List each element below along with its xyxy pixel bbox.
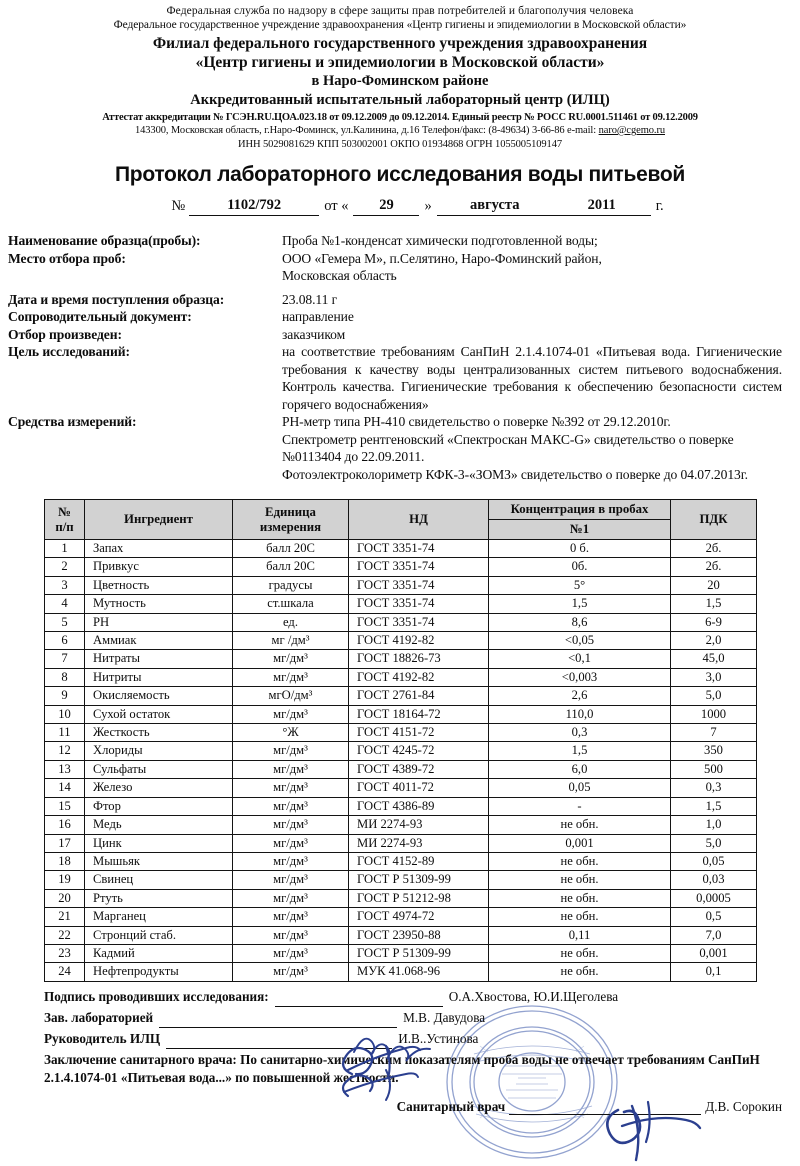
cell-unit: °Ж (233, 724, 349, 742)
protocol-number-line (0, 197, 800, 216)
cell-pdk: 0,05 (671, 852, 757, 870)
field-value-purpose: на соответствие требованиям СанПиН 2.1.4.1074-01 «Питьевая вода. Гигиенические требования к качеству воды централизованных систем питьевого водоснабжения. Контроль качества. Гигиенические требования к обеспечению безопасности систем горячего водоснабжения» (282, 344, 782, 412)
signature-row-lab-head (8, 1007, 792, 1028)
cell-nd: ГОСТ 4192-82 (349, 668, 489, 686)
field-value-sample-name: Проба №1-конденсат химически подготовленной воды; (282, 233, 598, 248)
cell-concentration: не обн. (489, 852, 671, 870)
cell-number: 13 (45, 760, 85, 778)
cell-unit: мг/дм³ (233, 852, 349, 870)
signature-block (8, 986, 792, 1115)
cell-unit: мг/дм³ (233, 944, 349, 962)
field-label-sampling-place: Место отбора проб: (8, 250, 126, 266)
field-label-arrival: Дата и время поступления образца: (8, 291, 225, 307)
cell-pdk: 3,0 (671, 668, 757, 686)
cell-concentration: 0,001 (489, 834, 671, 852)
cell-nd: ГОСТ 4152-89 (349, 852, 489, 870)
cell-nd: ГОСТ 4389-72 (349, 760, 489, 778)
field-label-document: Сопроводительный документ: (8, 309, 192, 324)
cell-number: 22 (45, 926, 85, 944)
field-arrival-datetime (8, 291, 790, 309)
cell-number: 3 (45, 576, 85, 594)
signature-label-sanitary-doctor: Санитарный врач (396, 1098, 506, 1114)
field-label-instruments: Средства измерений: (8, 414, 137, 429)
cell-number: 7 (45, 650, 85, 668)
cell-number: 20 (45, 889, 85, 907)
year-suffix-label: г. (655, 198, 664, 214)
cell-ingredient: Кадмий (85, 944, 233, 962)
agency-line-ilc: Аккредитованный испытательный лабораторный центр (ИЛЦ) (190, 92, 610, 108)
signature-name-performers: О.А.Хвостова, Ю.И.Щеголева (448, 988, 619, 1004)
cell-concentration: 0,05 (489, 779, 671, 797)
cell-number: 16 (45, 816, 85, 834)
cell-ingredient: Марганец (85, 908, 233, 926)
table-body (45, 540, 757, 982)
agency-line-federal-institution: Федеральное государственное учреждение здравоохранения «Центр гигиены и эпидемиологии в Московской области» (113, 19, 687, 31)
cell-number: 14 (45, 779, 85, 797)
signature-line-ilc-head[interactable] (166, 1031, 392, 1049)
signature-name-sanitary-doctor: Д.В. Сорокин (705, 1098, 782, 1114)
field-sampling-performed-by (8, 326, 790, 344)
table-row (45, 852, 757, 870)
table-head (45, 500, 757, 540)
cell-pdk: 7 (671, 724, 757, 742)
cell-unit: мг/дм³ (233, 705, 349, 723)
cell-concentration: не обн. (489, 908, 671, 926)
table-row (45, 834, 757, 852)
cell-pdk: 20 (671, 576, 757, 594)
cell-nd: ГОСТ 3351-74 (349, 576, 489, 594)
cell-number: 5 (45, 613, 85, 631)
cell-number: 11 (45, 724, 85, 742)
cell-ingredient: Аммиак (85, 632, 233, 650)
cell-ingredient: Нитриты (85, 668, 233, 686)
cell-nd: ГОСТ 4151-72 (349, 724, 489, 742)
cell-number: 6 (45, 632, 85, 650)
contact-address (14, 124, 786, 138)
cell-unit: ст.шкала (233, 595, 349, 613)
signature-name-lab-head: М.В. Давудова (403, 1009, 486, 1025)
cell-ingredient: Цветность (85, 576, 233, 594)
page-title: Протокол лабораторного исследования воды питьевой (115, 163, 685, 186)
date-from-label: от « (324, 198, 349, 214)
cell-unit: мг/дм³ (233, 816, 349, 834)
cell-unit: мг /дм³ (233, 632, 349, 650)
cell-number: 9 (45, 687, 85, 705)
cell-concentration: 0,3 (489, 724, 671, 742)
table-row (45, 668, 757, 686)
cell-pdk: 1,5 (671, 797, 757, 815)
cell-nd: ГОСТ 4245-72 (349, 742, 489, 760)
cell-concentration: 0,11 (489, 926, 671, 944)
agency-line-federal-service: Федеральная служба по надзору в сфере защиты прав потребителей и благополучия человека (166, 5, 634, 17)
signature-line-lab-head[interactable] (159, 1010, 397, 1028)
cell-pdk: 0,0005 (671, 889, 757, 907)
cell-ingredient: Цинк (85, 834, 233, 852)
cell-ingredient: Запах (85, 540, 233, 558)
col-header-number-line1: № (58, 504, 71, 519)
table-row (45, 797, 757, 815)
cell-number: 23 (45, 944, 85, 962)
cell-concentration: не обн. (489, 963, 671, 981)
col-header-number (45, 500, 85, 540)
cell-concentration: <0,003 (489, 668, 671, 686)
cell-unit: градусы (233, 576, 349, 594)
cell-ingredient: Медь (85, 816, 233, 834)
cell-pdk: 2б. (671, 558, 757, 576)
cell-unit: мг/дм³ (233, 760, 349, 778)
table-row (45, 871, 757, 889)
cell-concentration: 1,5 (489, 742, 671, 760)
lab-results-table (44, 499, 757, 982)
cell-concentration: <0,1 (489, 650, 671, 668)
cell-nd: ГОСТ Р 51212-98 (349, 889, 489, 907)
cell-pdk: 0,03 (671, 871, 757, 889)
cell-nd: МУК 41.068-96 (349, 963, 489, 981)
cell-pdk: 350 (671, 742, 757, 760)
cell-unit: мг/дм³ (233, 926, 349, 944)
cell-concentration: 2,6 (489, 687, 671, 705)
protocol-number-value[interactable]: 1102/792 (189, 197, 319, 216)
cell-nd: ГОСТ 18826-73 (349, 650, 489, 668)
signature-label-lab-head: Зав. лабораторией (44, 1009, 154, 1025)
cell-ingredient: Мышьяк (85, 852, 233, 870)
field-value-sampling-place-line2: Московская область (282, 268, 397, 283)
cell-nd: ГОСТ 4386-89 (349, 797, 489, 815)
date-year-value[interactable]: 2011 (553, 197, 651, 216)
signature-row-performers (8, 986, 792, 1007)
cell-unit: мг/дм³ (233, 908, 349, 926)
table-row (45, 650, 757, 668)
field-label-purpose: Цель исследований: (8, 344, 130, 359)
cell-ingredient: Нефтепродукты (85, 963, 233, 981)
cell-ingredient: Свинец (85, 871, 233, 889)
cell-pdk: 7,0 (671, 926, 757, 944)
cell-concentration: 6,0 (489, 760, 671, 778)
cell-ingredient: Железо (85, 779, 233, 797)
quote-close-mark: » (424, 198, 432, 214)
cell-number: 24 (45, 963, 85, 981)
cell-number: 19 (45, 871, 85, 889)
cell-unit: мг/дм³ (233, 779, 349, 797)
table-row (45, 687, 757, 705)
cell-concentration: не обн. (489, 889, 671, 907)
address-text: 143300, Московская область, г.Наро-Фоминск, ул.Калинина, д.16 Телефон/факс: (8-49634) 3-66-86 e-mail: (134, 125, 597, 136)
cell-unit: мг/дм³ (233, 963, 349, 981)
cell-concentration: 1,5 (489, 595, 671, 613)
cell-concentration: 110,0 (489, 705, 671, 723)
cell-ingredient: Хлориды (85, 742, 233, 760)
signature-line-sanitary-doctor[interactable] (509, 1098, 701, 1115)
cell-number: 21 (45, 908, 85, 926)
conclusion-text: По санитарно-химическим показателям проба воды не отвечает требованиям СанПиН 2.1.4.1074-01 «Питьевая вода...» по повышенной жесткости. (44, 1051, 760, 1086)
cell-ingredient: Привкус (85, 558, 233, 576)
col-header-unit-line1: Единица (265, 504, 316, 519)
table-row (45, 926, 757, 944)
cell-concentration: 0 б. (489, 540, 671, 558)
cell-number: 17 (45, 834, 85, 852)
cell-ingredient: Сухой остаток (85, 705, 233, 723)
cell-nd: ГОСТ Р 51309-99 (349, 871, 489, 889)
cell-ingredient: Жесткость (85, 724, 233, 742)
cell-pdk: 0,3 (671, 779, 757, 797)
field-sampling-place (8, 250, 790, 268)
signature-line-performers[interactable] (275, 989, 443, 1007)
col-header-pdk: ПДК (671, 500, 757, 540)
cell-pdk: 2б. (671, 540, 757, 558)
cell-ingredient: Сульфаты (85, 760, 233, 778)
cell-pdk: 1000 (671, 705, 757, 723)
cell-nd: ГОСТ 3351-74 (349, 613, 489, 631)
cell-pdk: 5,0 (671, 687, 757, 705)
cell-nd: ГОСТ Р 51309-99 (349, 944, 489, 962)
cell-concentration: - (489, 797, 671, 815)
cell-ingredient: Нитраты (85, 650, 233, 668)
accreditation-certificate: Аттестат аккредитации № ГСЭН.RU.ЦОА.023.18 от 09.12.2009 до 09.12.2014. Единый реестр № РОСС RU.0001.511461 от 09.12.2009 (102, 112, 698, 123)
field-label-sample-name: Наименование образца(пробы): (8, 233, 201, 248)
field-research-purpose (8, 343, 790, 413)
cell-unit: балл 20С (233, 558, 349, 576)
cell-nd: ГОСТ 4011-72 (349, 779, 489, 797)
cell-pdk: 500 (671, 760, 757, 778)
cell-ingredient: Фтор (85, 797, 233, 815)
cell-nd: ГОСТ 4974-72 (349, 908, 489, 926)
cell-pdk: 0,1 (671, 963, 757, 981)
cell-unit: мг/дм³ (233, 742, 349, 760)
cell-number: 12 (45, 742, 85, 760)
cell-nd: ГОСТ 23950-88 (349, 926, 489, 944)
cell-concentration: не обн. (489, 816, 671, 834)
cell-nd: ГОСТ 3351-74 (349, 558, 489, 576)
company-requisites: ИНН 5029081629 КПП 503002001 ОКПО 01934868 ОГРН 1055005109147 (237, 139, 563, 150)
date-day-value[interactable]: 29 (353, 197, 419, 216)
cell-number: 4 (45, 595, 85, 613)
results-table-wrapper (44, 499, 756, 982)
cell-pdk: 1,5 (671, 595, 757, 613)
field-value-instrument-3: Фотоэлектроколориметр КФК-3-«ЗОМЗ» свидетельство о поверке до 04.07.2013г. (282, 466, 748, 482)
table-row (45, 558, 757, 576)
cell-nd: МИ 2274-93 (349, 816, 489, 834)
cell-number: 8 (45, 668, 85, 686)
field-value-instrument-1: РН-метр типа РН-410 свидетельство о поверке №392 от 29.12.2010г. (282, 414, 671, 429)
cell-unit: мг/дм³ (233, 889, 349, 907)
cell-ingredient: Мутность (85, 595, 233, 613)
col-header-sample-number: №1 (489, 520, 671, 540)
cell-number: 10 (45, 705, 85, 723)
cell-pdk: 0,001 (671, 944, 757, 962)
email-address[interactable]: naro@cgemo.ru (598, 125, 665, 136)
cell-number: 18 (45, 852, 85, 870)
cell-number: 15 (45, 797, 85, 815)
agency-line-center-name: «Центр гигиены и эпидемиологии в Московской области» (195, 54, 605, 71)
cell-nd: ГОСТ 3351-74 (349, 540, 489, 558)
cell-unit: мг/дм³ (233, 871, 349, 889)
field-value-arrival: 23.08.11 г (282, 291, 338, 307)
signature-label-ilc-head: Руководитель ИЛЦ (44, 1030, 161, 1046)
cell-unit: мг/дм³ (233, 797, 349, 815)
table-row (45, 540, 757, 558)
table-row (45, 779, 757, 797)
cell-pdk: 2,0 (671, 632, 757, 650)
conclusion-label: Заключение санитарного врача: (44, 1051, 237, 1067)
cell-nd: ГОСТ 2761-84 (349, 687, 489, 705)
cell-concentration: 5° (489, 576, 671, 594)
cell-pdk: 45,0 (671, 650, 757, 668)
table-row (45, 908, 757, 926)
table-row (45, 613, 757, 631)
field-measuring-instruments (8, 413, 790, 431)
cell-concentration: не обн. (489, 944, 671, 962)
table-row (45, 963, 757, 981)
agency-line-branch: Филиал федерального государственного учреждения здравоохранения (152, 35, 648, 52)
signature-name-ilc-head: И.В..Устинова (398, 1030, 479, 1046)
cell-nd: ГОСТ 4192-82 (349, 632, 489, 650)
cell-unit: мгО/дм³ (233, 687, 349, 705)
table-header-row-1 (45, 500, 757, 520)
cell-unit: балл 20С (233, 540, 349, 558)
sanitary-doctor-conclusion (8, 1051, 792, 1088)
col-header-ingredient: Ингредиент (85, 500, 233, 540)
cell-ingredient: Стронций стаб. (85, 926, 233, 944)
table-row (45, 944, 757, 962)
cell-concentration: не обн. (489, 871, 671, 889)
signature-label-performers: Подпись проводивших исследования: (44, 988, 269, 1004)
col-header-concentration: Концентрация в пробах (489, 500, 671, 520)
cell-nd: МИ 2274-93 (349, 834, 489, 852)
cell-number: 1 (45, 540, 85, 558)
cell-unit: мг/дм³ (233, 650, 349, 668)
cell-number: 2 (45, 558, 85, 576)
field-sample-name (8, 232, 790, 250)
masthead (0, 0, 800, 152)
cell-ingredient: Окисляемость (85, 687, 233, 705)
col-header-nd: НД (349, 500, 489, 540)
cell-unit: мг/дм³ (233, 834, 349, 852)
number-symbol-label: № (171, 198, 186, 214)
table-row (45, 705, 757, 723)
field-value-sampling-place: ООО «Гемера М», п.Селятино, Наро-Фоминский район, (282, 250, 602, 266)
date-month-value[interactable]: августа (437, 197, 553, 216)
cell-unit: мг/дм³ (233, 668, 349, 686)
cell-pdk: 1,0 (671, 816, 757, 834)
table-row (45, 595, 757, 613)
col-header-unit (233, 500, 349, 540)
table-row (45, 632, 757, 650)
field-accompanying-document (8, 308, 790, 326)
table-row (45, 760, 757, 778)
sample-info-fields (0, 232, 800, 483)
signature-row-ilc-head (8, 1028, 792, 1049)
table-row (45, 576, 757, 594)
cell-concentration: 0б. (489, 558, 671, 576)
field-value-instrument-2: Спектрометр рентгеновский «Спектроскан МАКС-G» свидетельство о поверке №0113404 до 22.09.2011. (282, 431, 734, 464)
col-header-number-line2: п/п (55, 519, 74, 534)
table-row (45, 889, 757, 907)
table-row (45, 724, 757, 742)
cell-pdk: 5,0 (671, 834, 757, 852)
cell-pdk: 6-9 (671, 613, 757, 631)
cell-unit: ед. (233, 613, 349, 631)
cell-ingredient: РН (85, 613, 233, 631)
table-row (45, 816, 757, 834)
cell-concentration: <0,05 (489, 632, 671, 650)
cell-nd: ГОСТ 18164-72 (349, 705, 489, 723)
field-value-document: направление (282, 309, 354, 324)
cell-nd: ГОСТ 3351-74 (349, 595, 489, 613)
agency-line-district: в Наро-Фоминском районе (311, 73, 489, 89)
signature-row-sanitary-doctor (8, 1098, 792, 1115)
field-label-sampling-by: Отбор произведен: (8, 326, 122, 342)
table-row (45, 742, 757, 760)
cell-pdk: 0,5 (671, 908, 757, 926)
field-value-sampling-by: заказчиком (282, 326, 346, 342)
col-header-unit-line2: измерения (259, 519, 322, 534)
cell-ingredient: Ртуть (85, 889, 233, 907)
cell-concentration: 8,6 (489, 613, 671, 631)
